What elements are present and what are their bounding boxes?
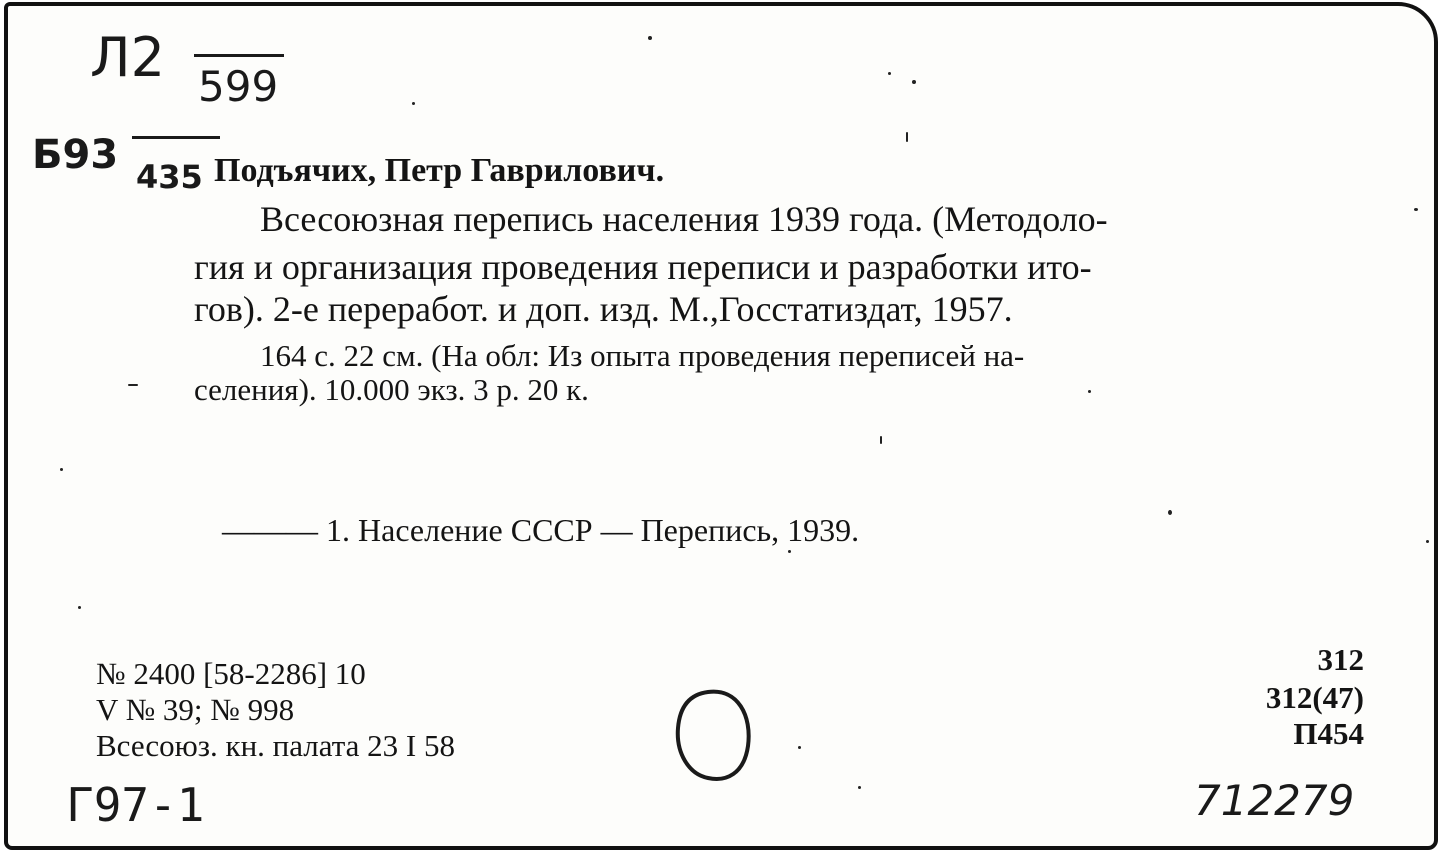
speck	[912, 80, 916, 84]
speck	[412, 102, 415, 105]
speck	[888, 72, 891, 75]
handwritten-bottom-left: Г97-1	[66, 778, 205, 832]
title-line-2: гия и организация проведения переписи и разработки ито-	[194, 247, 1092, 287]
speck	[798, 746, 801, 749]
speck	[1088, 390, 1091, 393]
speck	[1168, 510, 1172, 515]
speck	[128, 384, 138, 386]
title-line-3: гов). 2-е переработ. и доп. изд. М.,Госстатиздат, 1957.	[194, 289, 1013, 329]
shelfmark-fraction-line	[194, 54, 284, 57]
speck	[78, 606, 81, 609]
collation-line-1: 164 с. 22 см. (На обл: Из опыта проведения переписей на-	[260, 338, 1025, 373]
collation-line-2: селения). 10.000 экз. 3 р. 20 к.	[194, 372, 589, 407]
footer-left-line-2: V № 39; № 998	[96, 692, 295, 727]
title-line-1: Всесоюзная перепись населения 1939 года. (Методоло-	[260, 199, 1108, 239]
speck	[648, 36, 652, 40]
author-mark: Б93	[32, 132, 119, 178]
speck	[880, 436, 882, 444]
speck	[788, 550, 791, 553]
speck	[1414, 208, 1418, 211]
author-mark-fraction-line	[132, 136, 220, 139]
subject-heading: ——— 1. Население СССР — Перепись, 1939.	[222, 512, 860, 548]
author-mark-denominator: 435	[136, 158, 203, 196]
speck	[858, 786, 861, 789]
catalog-card	[4, 2, 1438, 850]
shelfmark-handwritten: Л2	[90, 26, 165, 89]
footer-left-line-3: Всесоюз. кн. палата 23 I 58	[96, 728, 455, 763]
speck	[60, 468, 63, 471]
handwritten-bottom-right: 712279	[1194, 776, 1355, 825]
author-heading: Подъячих, Петр Гаврилович.	[214, 152, 665, 189]
classification-3: П454	[1293, 716, 1364, 751]
shelfmark-denominator: 599	[198, 62, 279, 111]
classification-2: 312(47)	[1265, 680, 1364, 715]
circle-mark	[668, 686, 758, 796]
footer-left-line-1: № 2400 [58-2286] 10	[96, 656, 366, 691]
speck	[906, 132, 908, 142]
classification-1: 312	[1317, 642, 1364, 677]
speck	[1426, 540, 1429, 543]
